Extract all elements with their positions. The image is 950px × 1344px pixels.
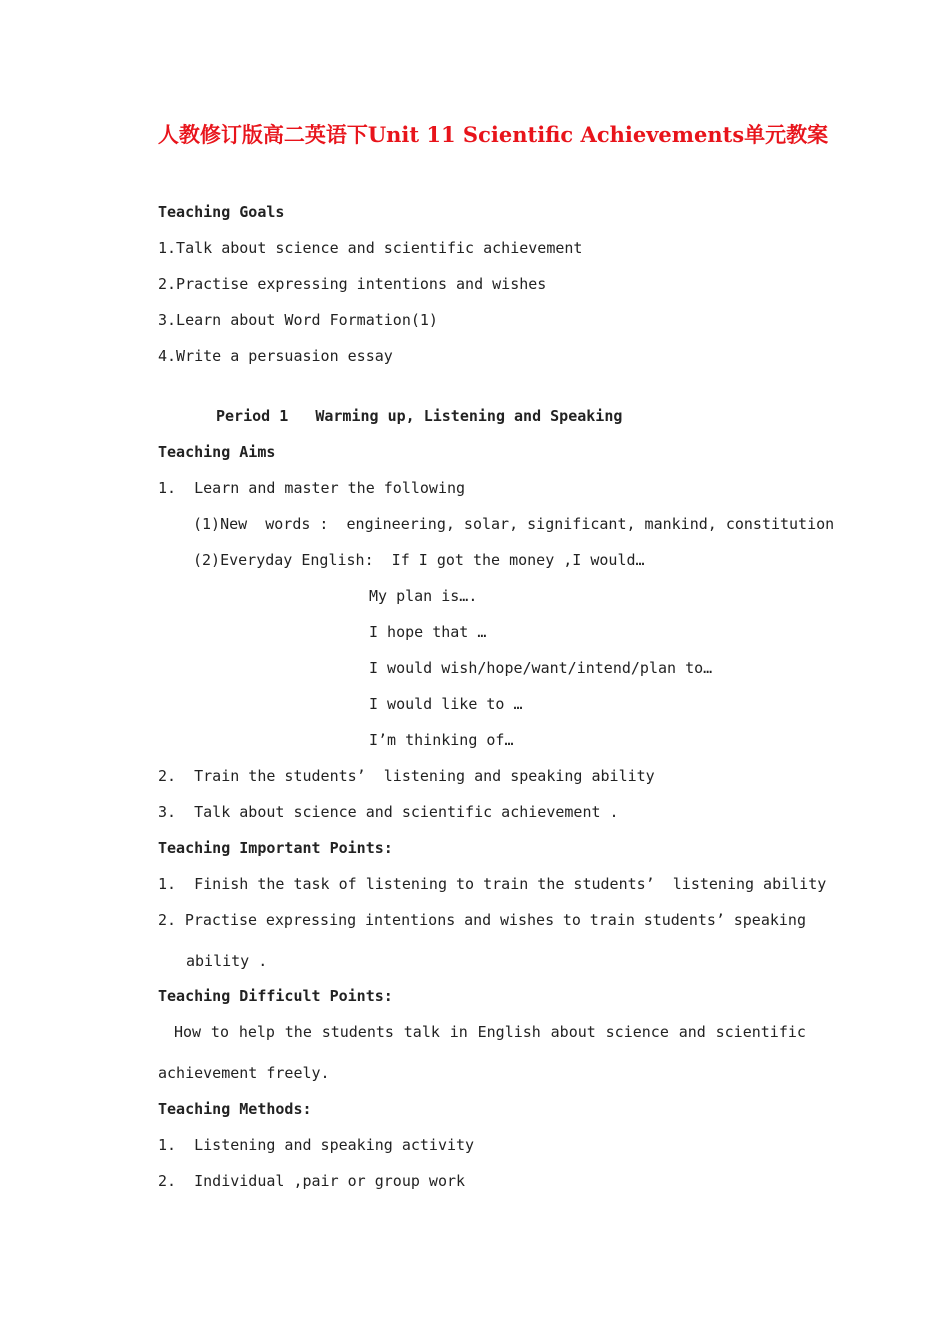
important-item-2-continued: ability . [186, 952, 268, 970]
word: and [678, 1023, 706, 1041]
important-item-1: 1. Finish the task of listening to train the students’ listening ability [158, 875, 827, 893]
important-points-heading: Teaching Important Points: [158, 839, 393, 857]
difficult-points-heading: Teaching Difficult Points: [158, 987, 393, 1005]
word: scientific [715, 1023, 806, 1041]
method-item-1: 1. Listening and speaking activity [158, 1136, 475, 1154]
teaching-aims-heading: Teaching Aims [158, 443, 276, 461]
word: students [321, 1023, 394, 1041]
word: the [284, 1023, 312, 1041]
goal-item-4: 4.Write a persuasion essay [158, 347, 393, 365]
word: train [589, 911, 635, 929]
phrase-3: I would wish/hope/want/intend/plan to… [369, 659, 713, 677]
new-words-line: (1)New words : engineering, solar, significant, mankind, constitution [193, 515, 835, 533]
aim-item-2: 2. Train the students’ listening and speaking ability [158, 767, 655, 785]
word: science [605, 1023, 669, 1041]
document-title: 人教修订版高二英语下Unit 11 Scientific Achievements单元教案 [157, 122, 829, 147]
word: expressing [265, 911, 357, 929]
word: students’ [643, 911, 725, 929]
word: in [449, 1023, 468, 1041]
difficult-points-line-2: achievement freely. [158, 1064, 330, 1082]
goal-item-3: 3.Learn about Word Formation(1) [158, 311, 438, 329]
goal-item-1: 1.Talk about science and scientific achievement [158, 239, 583, 257]
phrase-4: I would like to … [369, 695, 523, 713]
difficult-points-line-1 [174, 1022, 806, 1042]
word: about [550, 1023, 596, 1041]
word: speaking [733, 911, 806, 929]
word: English [477, 1023, 541, 1041]
aim-item-3: 3. Talk about science and scientific achievement . [158, 803, 619, 821]
word: Practise [184, 911, 258, 929]
period-heading: Period 1 Warming up, Listening and Speaking [216, 407, 623, 425]
aim-item-1: 1. Learn and master the following [158, 479, 466, 497]
method-item-2: 2. Individual ,pair or group work [158, 1172, 466, 1190]
teaching-methods-heading: Teaching Methods: [158, 1100, 312, 1118]
word: intentions [364, 911, 456, 929]
word: 2. [158, 911, 177, 929]
important-item-2 [158, 910, 806, 930]
phrase-2: I hope that … [369, 623, 487, 641]
goal-item-2: 2.Practise expressing intentions and wishes [158, 275, 547, 293]
word: help [238, 1023, 275, 1041]
word: and [464, 911, 492, 929]
everyday-english-line: (2)Everyday English: If I got the money ,I would… [193, 551, 645, 569]
word: How [174, 1023, 202, 1041]
teaching-goals-heading: Teaching Goals [158, 203, 285, 221]
word: wishes [499, 911, 555, 929]
word: to [562, 911, 581, 929]
word: to [210, 1023, 229, 1041]
phrase-5: I’m thinking of… [369, 731, 514, 749]
word: talk [403, 1023, 440, 1041]
phrase-1: My plan is…. [369, 587, 478, 605]
